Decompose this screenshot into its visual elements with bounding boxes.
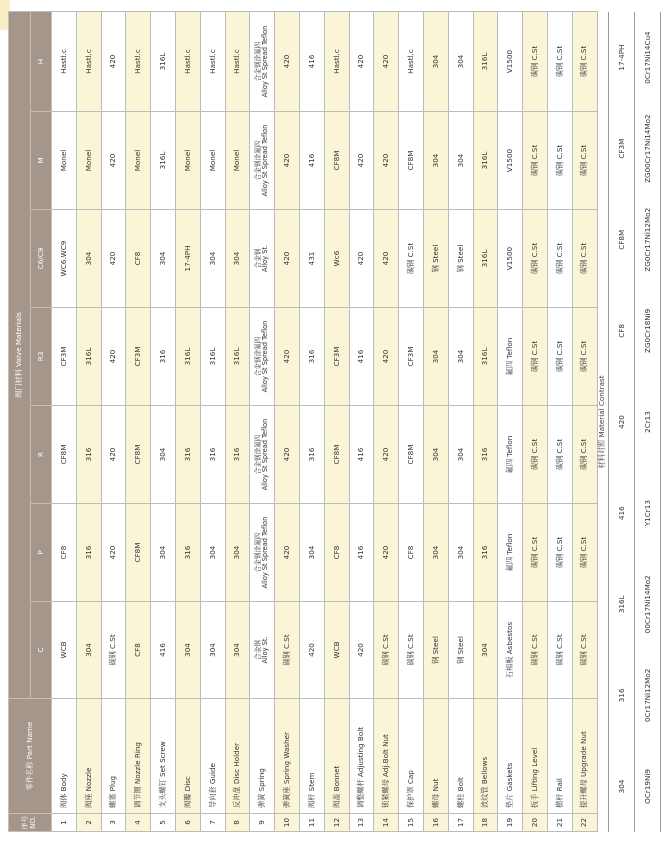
- material-cell: 304: [225, 602, 250, 699]
- row-number: 8: [225, 814, 250, 832]
- material-cell: WCB: [324, 602, 349, 699]
- part-name-cell: 调整螺杆 Adjusting Bolt: [349, 699, 374, 814]
- material-cell: 304: [76, 602, 101, 699]
- material-cell: 304: [448, 406, 473, 504]
- table-row: [374, 12, 399, 832]
- material-cell: 合金钢 Alloy St.: [250, 210, 275, 308]
- material-cell: 碳钢 C.St: [523, 406, 548, 504]
- table-row: [473, 12, 498, 832]
- valve-materials-table: [8, 11, 598, 832]
- material-cell: 304: [448, 504, 473, 602]
- material-cell: V1500: [498, 112, 523, 210]
- material-cell: WC6.WC9: [52, 210, 77, 308]
- material-cell: 420: [101, 112, 126, 210]
- row-number: 3: [101, 814, 126, 832]
- part-name-cell: 螺母 Nut: [423, 699, 448, 814]
- material-cell: 合金钢涂氟四 Alloy St Spread Teflon: [250, 504, 275, 602]
- material-cell: 420: [349, 12, 374, 112]
- material-cell: 碳钢 C.St: [523, 602, 548, 699]
- part-name-cell: 螺柱 Bolt: [448, 699, 473, 814]
- row-number: 16: [423, 814, 448, 832]
- contrast-cell: 304: [609, 741, 635, 832]
- material-column-header: C: [31, 602, 52, 699]
- material-cell: 420: [374, 308, 399, 406]
- material-cell: 石棉板 Asbestos: [498, 602, 523, 699]
- row-number: 22: [572, 814, 597, 832]
- material-cell: 316: [473, 504, 498, 602]
- material-cell: CF8M: [324, 406, 349, 504]
- material-cell: 碳钢 C.St: [399, 210, 424, 308]
- material-cell: 碳钢 C.St: [572, 210, 597, 308]
- material-cell: 420: [101, 406, 126, 504]
- contrast-cell: 17-4PH: [609, 12, 635, 103]
- material-cell: 碳钢 C.St: [101, 602, 126, 699]
- row-number: 15: [399, 814, 424, 832]
- table-row: [572, 12, 597, 832]
- table-row: [299, 12, 324, 832]
- material-cell: 304: [151, 504, 176, 602]
- material-column-header: H: [31, 12, 52, 112]
- material-cell: CF8: [324, 504, 349, 602]
- material-cell: 304: [175, 602, 200, 699]
- part-name-cell: 弹簧座 Spring Washer: [275, 699, 300, 814]
- part-name-cell: 反冲盘 Disc Holder: [225, 699, 250, 814]
- material-cell: V1500: [498, 12, 523, 112]
- material-cell: 合金钢涂氟四 Alloy St Spread Teflon: [250, 308, 275, 406]
- material-column-header: R3: [31, 308, 52, 406]
- contrast-cell: ZG0Cr17Ni12Mo2: [635, 194, 661, 285]
- seq-header: 序号 NO.: [9, 814, 52, 832]
- contrast-cell: ZG00Cr17Ni14Mo2: [635, 103, 661, 194]
- material-cell: 碳钢 C.St: [523, 112, 548, 210]
- part-name-cell: 波纹管 Bellows: [473, 699, 498, 814]
- contrast-cell: Y1Cr13: [635, 468, 661, 559]
- part-name-cell: 阀座 Nozzle: [76, 699, 101, 814]
- material-cell: 316L: [151, 112, 176, 210]
- part-name-cell: 保护罩 Cap: [399, 699, 424, 814]
- material-cell: 304: [299, 504, 324, 602]
- table-row: [275, 12, 300, 832]
- material-cell: 420: [275, 12, 300, 112]
- material-cell: 420: [275, 112, 300, 210]
- material-cell: CF8: [126, 602, 151, 699]
- material-cell: 碳钢 C.St: [547, 308, 572, 406]
- row-number: 10: [275, 814, 300, 832]
- row-number: 20: [523, 814, 548, 832]
- part-name-cell: 阀体 Body: [52, 699, 77, 814]
- part-name-cell: 阀盖 Bonnet: [324, 699, 349, 814]
- material-cell: 420: [275, 406, 300, 504]
- material-cell: Hastl.c: [225, 12, 250, 112]
- material-cell: 碳钢 C.St: [572, 112, 597, 210]
- material-cell: 316L: [151, 12, 176, 112]
- material-cell: Hastl.c: [52, 12, 77, 112]
- material-cell: 420: [275, 308, 300, 406]
- material-cell: 416: [349, 308, 374, 406]
- table-row: [101, 12, 126, 832]
- material-cell: 304: [151, 210, 176, 308]
- row-number: 17: [448, 814, 473, 832]
- table-row: [126, 12, 151, 832]
- material-cell: 钢 Steel: [448, 210, 473, 308]
- material-cell: 304: [200, 210, 225, 308]
- material-cell: CF3M: [126, 308, 151, 406]
- material-cell: 钢 Steel: [423, 210, 448, 308]
- material-cell: 420: [374, 406, 399, 504]
- material-cell: 416: [349, 406, 374, 504]
- contrast-cell: 316L: [609, 559, 635, 650]
- material-column-header: M: [31, 112, 52, 210]
- material-cell: CF8: [52, 504, 77, 602]
- material-cell: 304: [448, 12, 473, 112]
- part-name-cell: 垫片 Gaskets: [498, 699, 523, 814]
- contrast-cell: 0Cr17Ni12Mo2: [635, 650, 661, 741]
- table-row: [423, 12, 448, 832]
- material-cell: 316: [473, 406, 498, 504]
- material-column-header: C6/C9: [31, 210, 52, 308]
- row-number: 21: [547, 814, 572, 832]
- part-name-cell: 阀瓣 Disc: [175, 699, 200, 814]
- material-cell: 氟四 Teflon: [498, 308, 523, 406]
- table-row: [523, 12, 548, 832]
- material-cell: 316: [299, 308, 324, 406]
- material-cell: Hastl.c: [399, 12, 424, 112]
- row-number: 11: [299, 814, 324, 832]
- material-cell: 304: [423, 504, 448, 602]
- material-column-header: R: [31, 406, 52, 504]
- material-contrast-title: 材料对照 Material Contrast: [597, 375, 606, 469]
- material-cell: 碳钢 C.St: [547, 602, 572, 699]
- contrast-cell: 416: [609, 468, 635, 559]
- material-cell: 304: [225, 504, 250, 602]
- row-number: 6: [175, 814, 200, 832]
- table-row: [175, 12, 200, 832]
- material-cell: 316L: [175, 308, 200, 406]
- material-cell: 420: [299, 602, 324, 699]
- material-cell: 合金钢 Alloy St.: [250, 602, 275, 699]
- material-column-header: P: [31, 504, 52, 602]
- material-cell: 416: [299, 112, 324, 210]
- valve-materials-group-header: 阀门材料 Valve Materials: [9, 12, 31, 699]
- material-cell: 316: [151, 308, 176, 406]
- material-cell: 416: [151, 602, 176, 699]
- material-cell: 合金钢涂氟四 Alloy St Spread Teflon: [250, 112, 275, 210]
- material-cell: 316: [76, 504, 101, 602]
- material-cell: 碳钢 C.St: [523, 504, 548, 602]
- material-cell: 碳钢 C.St: [547, 112, 572, 210]
- material-cell: CF8M: [126, 406, 151, 504]
- material-cell: 420: [374, 210, 399, 308]
- material-cell: 碳钢 C.St: [547, 406, 572, 504]
- material-cell: 氟四 Teflon: [498, 504, 523, 602]
- material-cell: 420: [349, 602, 374, 699]
- contrast-cell: 2Cr13: [635, 376, 661, 467]
- material-cell: 316: [76, 406, 101, 504]
- material-cell: 316L: [473, 210, 498, 308]
- material-cell: 316L: [473, 12, 498, 112]
- material-cell: CF8M: [126, 504, 151, 602]
- contrast-cell: CF8M: [609, 194, 635, 285]
- material-cell: Monel: [225, 112, 250, 210]
- material-cell: 钢 Steel: [448, 602, 473, 699]
- material-cell: Wc6: [324, 210, 349, 308]
- part-name-cell: 螺塞 Plug: [101, 699, 126, 814]
- material-cell: 304: [225, 210, 250, 308]
- material-cell: 420: [374, 112, 399, 210]
- material-cell: Monel: [76, 112, 101, 210]
- material-cell: 316: [175, 406, 200, 504]
- material-cell: 420: [101, 12, 126, 112]
- material-cell: 合金钢涂氟四 Alloy St Spread Teflon: [250, 406, 275, 504]
- material-cell: Monel: [200, 112, 225, 210]
- material-cell: 431: [299, 210, 324, 308]
- material-cell: 316L: [473, 308, 498, 406]
- part-name-cell: 支头螺钉 Set Screw: [151, 699, 176, 814]
- part-name-cell: 横杆 Rail: [547, 699, 572, 814]
- material-cell: CF8: [399, 504, 424, 602]
- material-cell: 420: [275, 210, 300, 308]
- material-cell: CF3M: [52, 308, 77, 406]
- table-row: [498, 12, 523, 832]
- material-cell: CF8M: [399, 112, 424, 210]
- table-row: [448, 12, 473, 832]
- material-cell: 316: [175, 504, 200, 602]
- contrast-cell: ZG0Cr18Ni9: [635, 285, 661, 376]
- material-cell: 碳钢 C.St: [572, 308, 597, 406]
- contrast-cell: CF3M: [609, 103, 635, 194]
- row-number: 18: [473, 814, 498, 832]
- material-cell: 碳钢 C.St: [572, 504, 597, 602]
- contrast-cell: 316: [609, 650, 635, 741]
- material-cell: 304: [448, 112, 473, 210]
- material-cell: 氟四 Teflon: [498, 406, 523, 504]
- material-cell: 304: [76, 210, 101, 308]
- table-row: [324, 12, 349, 832]
- material-cell: 316: [225, 406, 250, 504]
- row-number: 1: [52, 814, 77, 832]
- material-cell: 420: [275, 504, 300, 602]
- table-row: [547, 12, 572, 832]
- material-cell: Hastl.c: [126, 12, 151, 112]
- material-cell: 416: [299, 12, 324, 112]
- contrast-row: [609, 12, 635, 832]
- material-cell: 17-4PH: [175, 210, 200, 308]
- material-cell: V1500: [498, 210, 523, 308]
- table-row: [76, 12, 101, 832]
- contrast-cell: CF8: [609, 285, 635, 376]
- material-cell: 420: [101, 210, 126, 308]
- material-cell: 316L: [473, 112, 498, 210]
- material-cell: 碳钢 C.St: [547, 210, 572, 308]
- material-cell: 304: [151, 406, 176, 504]
- row-number: 4: [126, 814, 151, 832]
- table-row: [250, 12, 275, 832]
- material-cell: 420: [374, 12, 399, 112]
- material-contrast-table: [608, 12, 661, 832]
- material-cell: 304: [423, 308, 448, 406]
- material-cell: 304: [423, 406, 448, 504]
- row-number: 7: [200, 814, 225, 832]
- material-cell: Hastl.c: [175, 12, 200, 112]
- part-name-cell: 弹簧 Spring: [250, 699, 275, 814]
- material-cell: 碳钢 C.St: [399, 602, 424, 699]
- contrast-cell: OCr19Ni9: [635, 741, 661, 832]
- material-cell: 420: [349, 210, 374, 308]
- material-cell: 碳钢 C.St: [374, 602, 399, 699]
- row-number: 2: [76, 814, 101, 832]
- material-cell: 碳钢 C.St: [523, 210, 548, 308]
- material-cell: 钢 Steel: [423, 602, 448, 699]
- material-cell: Hastl.c: [76, 12, 101, 112]
- material-cell: 碳钢 C.St: [523, 308, 548, 406]
- part-name-header: 零件名称 Part Name: [9, 699, 52, 814]
- material-cell: Hastl.c: [324, 12, 349, 112]
- table-row: [151, 12, 176, 832]
- row-number: 19: [498, 814, 523, 832]
- material-cell: 420: [101, 504, 126, 602]
- contrast-cell: 00Cr17Ni14Mo2: [635, 559, 661, 650]
- material-cell: 316L: [200, 308, 225, 406]
- table-row: [200, 12, 225, 832]
- table-row: [399, 12, 424, 832]
- material-cell: Monel: [126, 112, 151, 210]
- part-name-cell: 阀杆 Stem: [299, 699, 324, 814]
- material-cell: 碳钢 C.St: [523, 12, 548, 112]
- material-cell: CF8M: [324, 112, 349, 210]
- material-cell: 420: [374, 504, 399, 602]
- material-cell: 304: [423, 112, 448, 210]
- material-cell: 碳钢 C.St: [547, 12, 572, 112]
- row-number: 9: [250, 814, 275, 832]
- material-cell: 碳钢 C.St: [275, 602, 300, 699]
- material-cell: 420: [349, 112, 374, 210]
- table-row: [52, 12, 77, 832]
- row-number: 5: [151, 814, 176, 832]
- material-cell: 304: [448, 308, 473, 406]
- contrast-row: [635, 12, 661, 832]
- material-cell: 304: [473, 602, 498, 699]
- material-cell: WCB: [52, 602, 77, 699]
- contrast-cell: 0Cr17Ni14Cu4: [635, 12, 661, 103]
- material-cell: 316: [299, 406, 324, 504]
- part-name-cell: 锁紧螺母 Adj.Bolt Nut: [374, 699, 399, 814]
- material-cell: CF3M: [324, 308, 349, 406]
- row-number: 12: [324, 814, 349, 832]
- material-cell: CF8M: [52, 406, 77, 504]
- material-cell: 碳钢 C.St: [572, 602, 597, 699]
- material-cell: Hastl.c: [200, 12, 225, 112]
- row-number: 13: [349, 814, 374, 832]
- material-cell: CF3M: [399, 308, 424, 406]
- material-cell: 304: [423, 12, 448, 112]
- material-cell: 碳钢 C.St: [572, 406, 597, 504]
- contrast-cell: 420: [609, 376, 635, 467]
- material-cell: 碳钢 C.St: [572, 12, 597, 112]
- table-row: [349, 12, 374, 832]
- part-name-cell: 提升螺母 Upgrade Nut: [572, 699, 597, 814]
- material-cell: 合金钢涂氟四 Alloy St Spread Teflon: [250, 12, 275, 112]
- part-name-cell: 导向套 Guide: [200, 699, 225, 814]
- material-cell: 420: [101, 308, 126, 406]
- part-name-cell: 调节圈 Nozzle Ring: [126, 699, 151, 814]
- material-cell: CF8M: [399, 406, 424, 504]
- material-cell: CF8: [126, 210, 151, 308]
- row-number: 14: [374, 814, 399, 832]
- material-cell: 316: [200, 406, 225, 504]
- material-cell: 316L: [76, 308, 101, 406]
- material-cell: 304: [200, 602, 225, 699]
- material-cell: Monel: [175, 112, 200, 210]
- material-cell: 316L: [225, 308, 250, 406]
- table-row: [225, 12, 250, 832]
- material-cell: 304: [200, 504, 225, 602]
- material-cell: Monel: [52, 112, 77, 210]
- material-cell: 416: [349, 504, 374, 602]
- part-name-cell: 扳手 Lifting Level: [523, 699, 548, 814]
- material-cell: 碳钢 C.St: [547, 504, 572, 602]
